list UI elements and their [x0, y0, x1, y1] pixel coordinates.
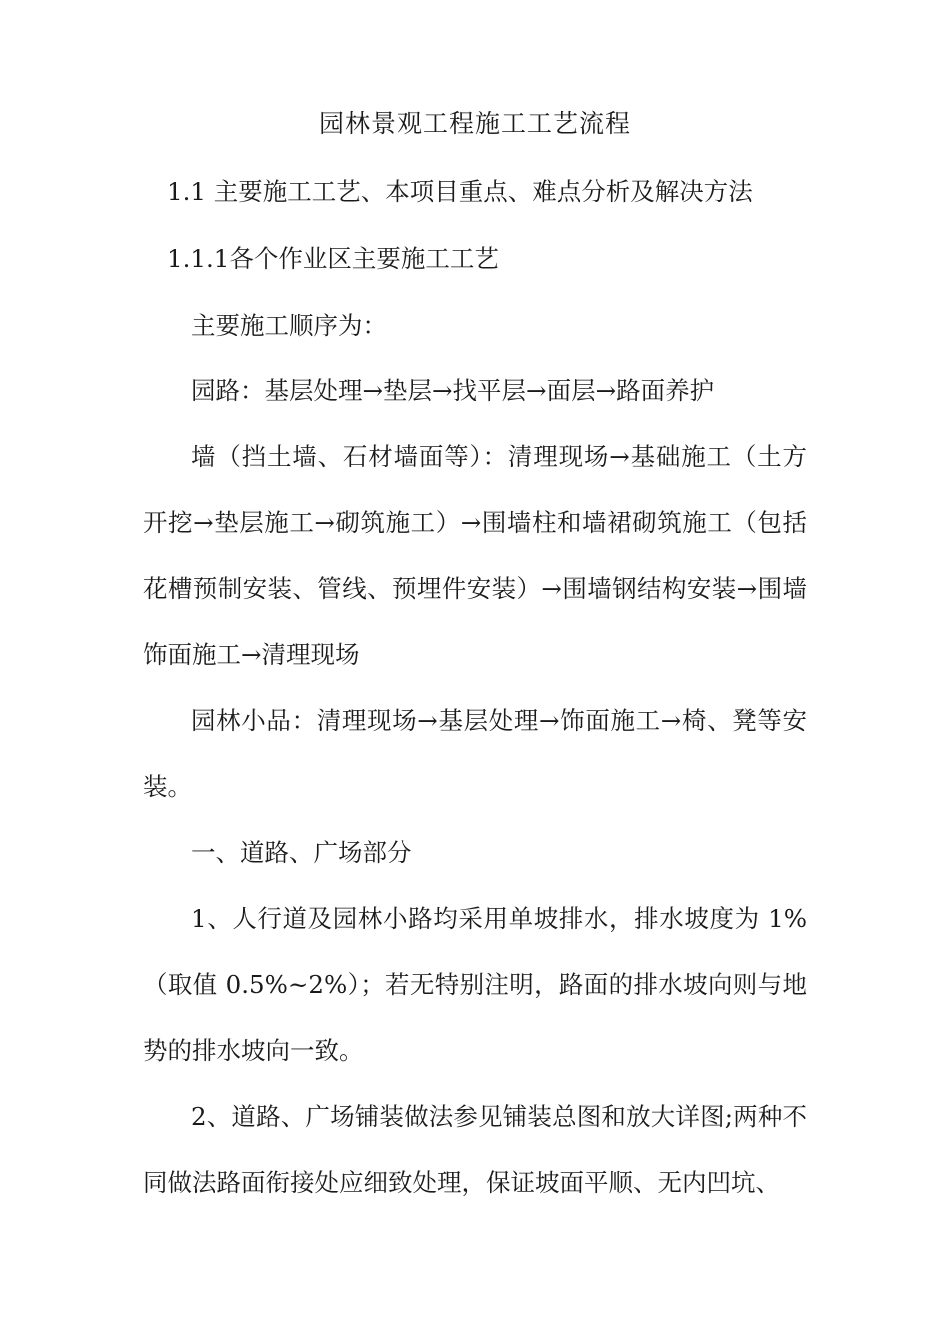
- paragraph-paving-method: 2、道路、广场铺装做法参见铺装总图和放大详图;两种不同做法路面衔接处应细致处理，保证坡面平顺、无内凹坑、: [143, 1102, 807, 1197]
- section-heading-1-1-1: 1.1.1各个作业区主要施工工艺: [167, 244, 499, 273]
- paragraph-garden-road: 园路：基层处理→垫层→找平层→面层→路面养护: [191, 376, 715, 405]
- section-heading-roads-squares: 一、道路、广场部分: [191, 838, 412, 867]
- section-heading-1-1: 1.1 主要施工工艺、本项目重点、难点分析及解决方法: [167, 177, 753, 206]
- paragraph-garden-features: 园林小品：清理现场→基层处理→饰面施工→椅、凳等安装。: [143, 706, 807, 801]
- paragraph-construction-order: 主要施工顺序为：: [191, 311, 387, 340]
- paragraph-drainage-slope: 1、人行道及园林小路均采用单坡排水，排水坡度为 1%（取值 0.5%~2%）；若无特别注明，路面的排水坡向则与地势的排水坡向一致。: [143, 904, 807, 1065]
- document-title: 园林景观工程施工工艺流程: [318, 109, 631, 138]
- paragraph-wall: 墙（挡土墙、石材墙面等）：清理现场→基础施工（土方开挖→垫层施工→砌筑施工）→围墙柱和墙裙砌筑施工（包括花槽预制安装、管线、预埋件安装）→围墙钢结构安装→围墙饰面施工→清理现场: [143, 442, 807, 669]
